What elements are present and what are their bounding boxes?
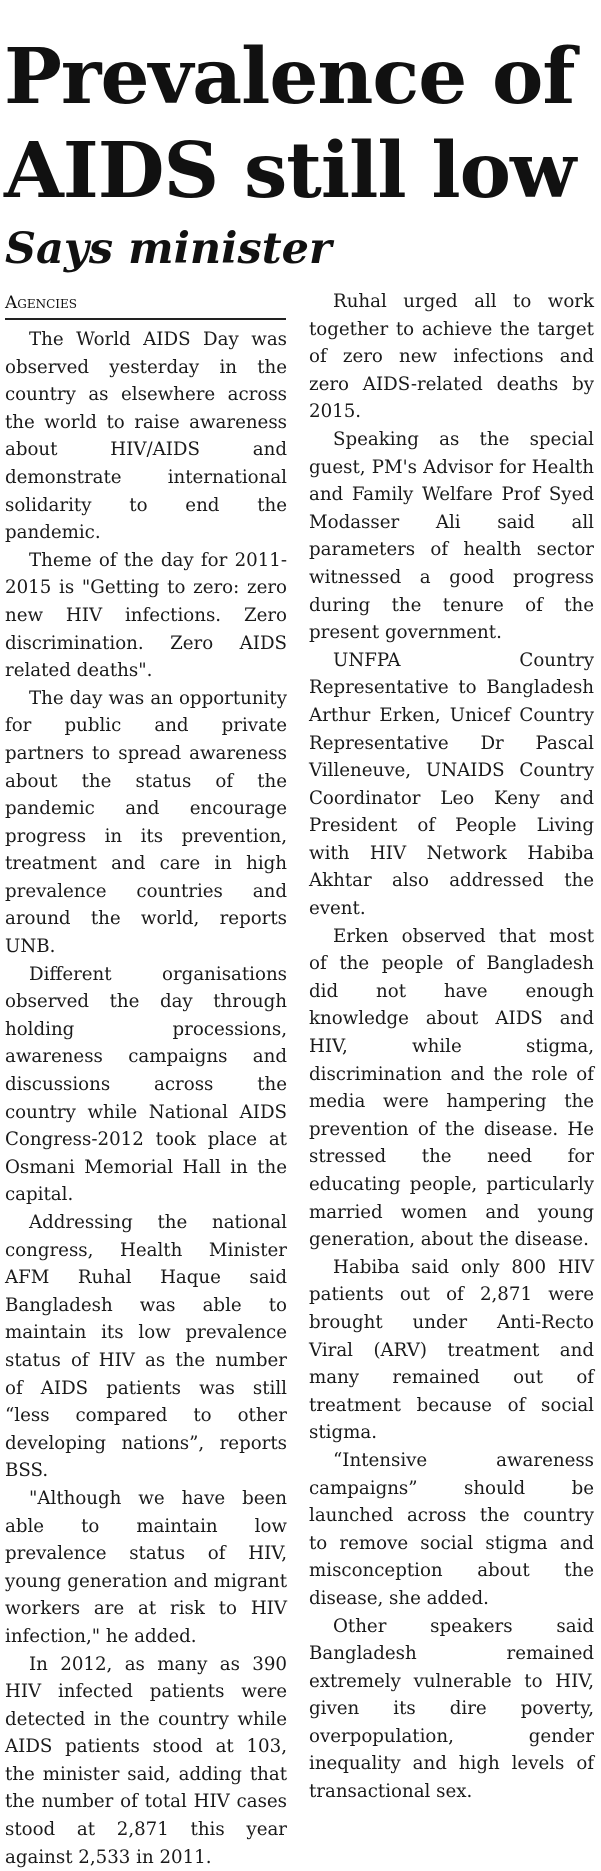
article-paragraph: Addressing the national congress, Health Minister AFM Ruhal Haque said Bangladesh was able to maintain its low prevalence status of HIV as the number of AIDS patients was still “less compared to other developing nations”, reports BSS. bbox=[5, 1209, 287, 1485]
article-paragraph: The day was an opportunity for public and private partners to spread awareness about the status of the pandemic and encourage progress in its prevention, treatment and care in high prevalence countries and around the world, reports UNB. bbox=[5, 685, 287, 961]
article-paragraph: Ruhal urged all to work together to achieve the target of zero new infections and zero AIDS-related deaths by 2015. bbox=[309, 288, 594, 426]
article-paragraph: Other speakers said Bangladesh remained extremely vulnerable to HIV, given its dire poverty, overpopulation, gender inequality and high levels of transactional sex. bbox=[309, 1613, 594, 1806]
article-paragraph: Erken observed that most of the people of Bangladesh did not have enough knowledge about AIDS and HIV, while stigma, discrimination and the role of media were hampering the prevention of the disease. He stressed the need for educating people, particularly married women and young generation, about the disease. bbox=[309, 923, 594, 1254]
article-paragraph: "Although we have been able to maintain low prevalence status of HIV, young generation and migrant workers are at risk to HIV infection," he added. bbox=[5, 1485, 287, 1651]
article-column-right bbox=[309, 288, 594, 1758]
subheadline: Says minister bbox=[5, 224, 332, 274]
article-paragraph: UNFPA Country Representative to Bangladesh Arthur Erken, Unicef Country Representative Dr Pascal Villeneuve, UNAIDS Country Coordinator Leo Keny and President of People Living with HIV Network Habiba Akhtar also addressed the event. bbox=[309, 647, 594, 923]
article-paragraph: In 2012, as many as 390 HIV infected patients were detected in the country while AIDS patients stood at 103, the minister said, adding that the number of total HIV cases stood at 2,871 this year against 2,533 in 2011. bbox=[5, 1651, 287, 1871]
article-paragraph: The World AIDS Day was observed yesterday in the country as elsewhere across the world to raise awareness about HIV/AIDS and demonstrate international solidarity to end the pandemic. bbox=[5, 326, 287, 547]
byline: Agencies bbox=[5, 292, 286, 320]
article-paragraph: Theme of the day for 2011-2015 is "Getting to zero: zero new HIV infections. Zero discrimination. Zero AIDS related deaths". bbox=[5, 547, 287, 685]
article-paragraph: Habiba said only 800 HIV patients out of 2,871 were brought under Anti-Recto Viral (ARV) treatment and many remained out of treatment because of social stigma. bbox=[309, 1254, 594, 1447]
article-paragraph: Different organisations observed the day through holding processions, awareness campaigns and discussions across the country while National AIDS Congress-2012 took place at Osmani Memorial Hall in the capital. bbox=[5, 961, 287, 1209]
headline: Prevalence of AIDS still low bbox=[4, 30, 599, 218]
article-paragraph: Speaking as the special guest, PM's Advisor for Health and Family Welfare Prof Syed Modasser Ali said all parameters of health sector witnessed a good progress during the tenure of the present government. bbox=[309, 426, 594, 647]
article-paragraph: “Intensive awareness campaigns” should be launched across the country to remove social stigma and misconception about the disease, she added. bbox=[309, 1447, 594, 1613]
article-column-left bbox=[5, 326, 287, 1796]
